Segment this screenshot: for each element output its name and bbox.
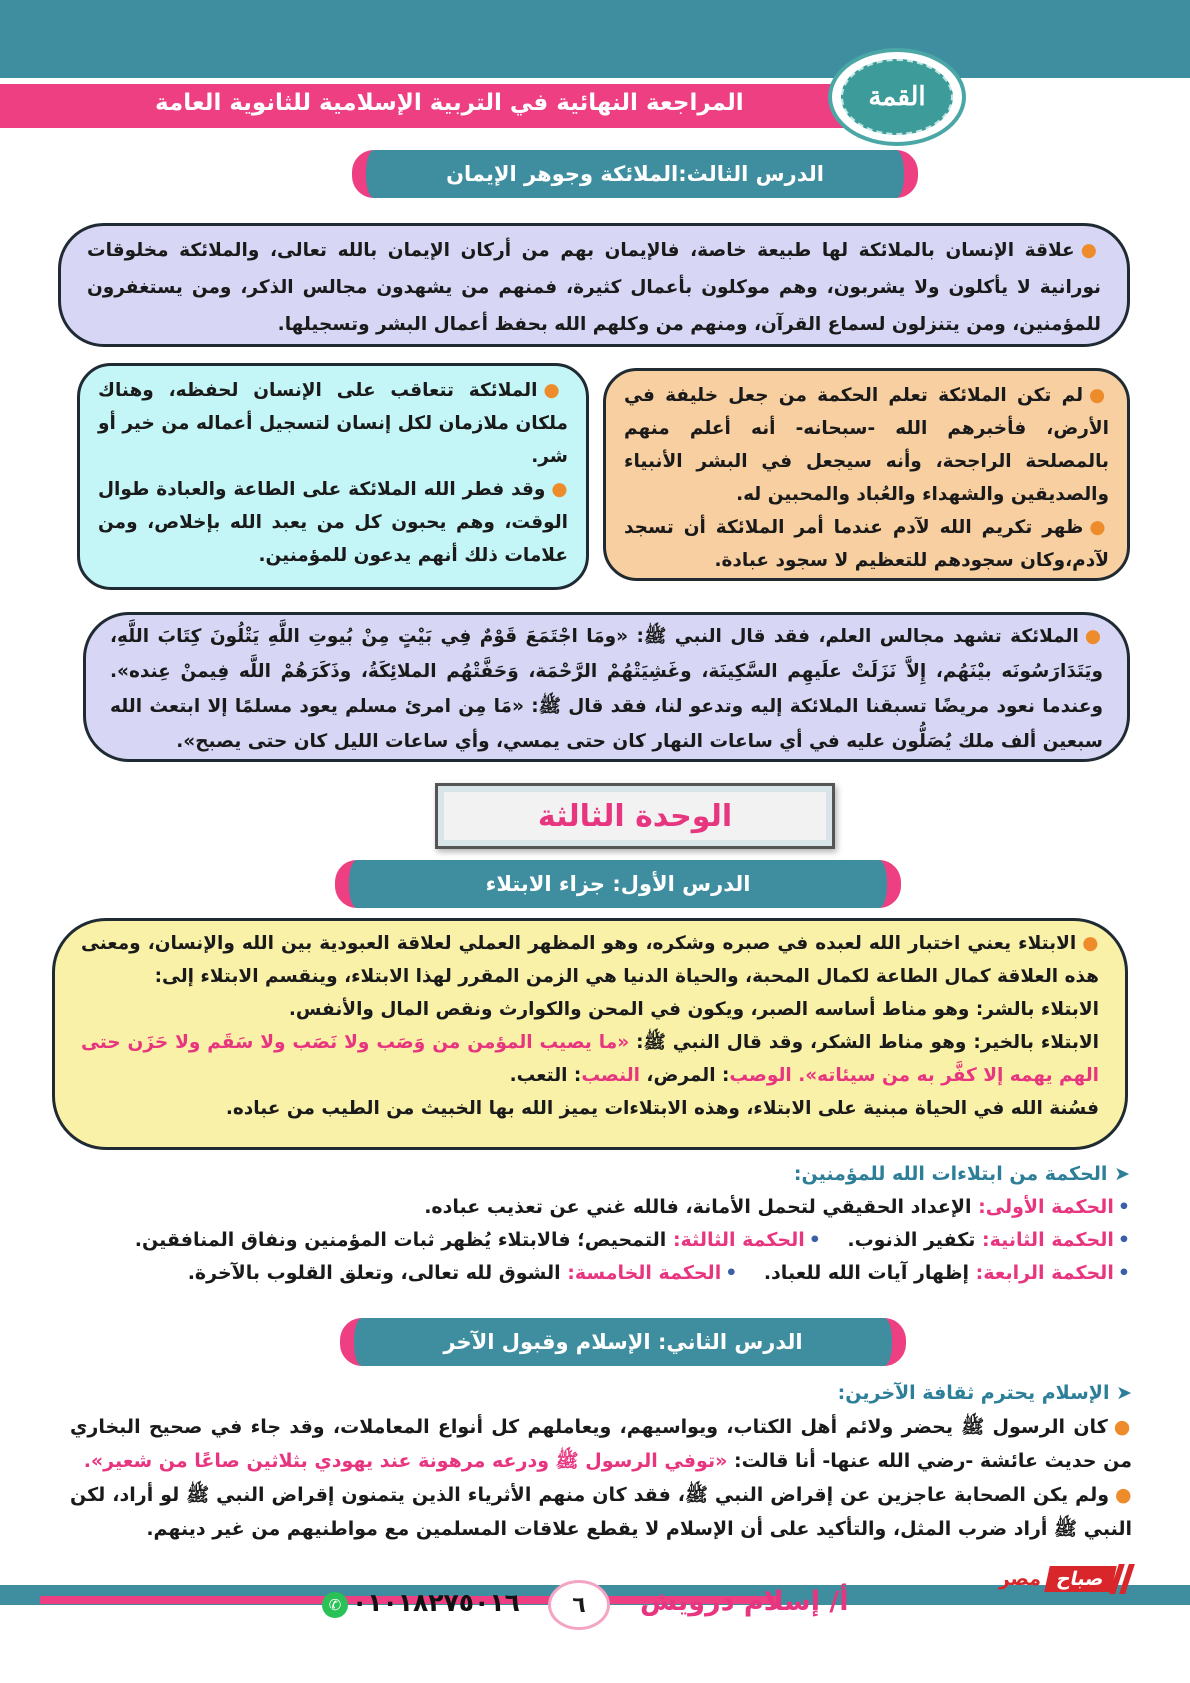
header-title: المراجعة النهائية في التربية الإسلامية للثانوية العامة [155,90,744,116]
trial-good-lead: الابتلاء بالخير: وهو مناط الشكر، وقد قال النبي ﷺ: [629,1032,1100,1053]
bullet-icon: ● [1084,626,1103,647]
unit-3-title: الوحدة الثالثة [435,783,835,849]
companions-text: ولم يكن الصحابة عاجزين عن إقراض النبي ﷺ، فقد كان منهم الأثرياء الذين يتمنون إقراض النبي ﷺ لو أراد، لكن النبي ﷺ أراد ضرب المثل، والتأكيد على أن الإسلام لا يقطع علاقات المسلمين مع مواطنيهم من غير دينهم. [70,1484,1132,1540]
angels-intro-card [58,223,1130,347]
wisdom-3-label: الحكمة الثالثة: [672,1229,805,1251]
angels-intro-text: علاقة الإنسان بالملائكة لها طبيعة خاصة، فالإيمان بهم من أركان الإيمان بالله تعالى، والملائكة مخلوقات نورانية لا يأكلون ولا يشربون، وهم موكلون بأعمال كثيرة، فمنهم من يشهدون مجالس الذكر، ومن يستغفرون للمؤمنين، ومن يتنزلون لسماع القرآن، ومنهم من وكلهم الله بحفظ أعمال البشر وتسجيلها. [87,240,1101,335]
trial-good-hadith: «ما يصيب المؤمن من وَصَب ولا نَصَب ولا سَقَم ولا حَزَن حتى الهم يهمه إلا كفَّر به من سيئاته». [81,1032,1099,1086]
wisdom-3-text: التمحيص؛ فالابتلاء يُظهر ثبات المؤمنين ونفاق المنافقين. [134,1229,673,1251]
bullet-icon: • [1117,1229,1130,1251]
lesson-3-title: الدرس الثالث:الملائكة وجوهر الإيمان [352,150,918,198]
wisdom-4-label: الحكمة الرابعة: [975,1262,1114,1284]
knowledge-gatherings-text: الملائكة تشهد مجالس العلم، فقد قال النبي ﷺ: «ومَا اجْتَمَعَ قَوْمٌ فِي بَيْتٍ مِنْ بُيوتِ اللَّهِ يَتْلُونَ كِتَابَ اللَّهِ، ويَتَدَارَسُونَه بيْنَهُم، إِلاَّ نَزَلَتْ علَيهِم السَّكِينَة، وغَشِيَتْهُمْ الرَّحْمَة، وَحَفَّتْهُم الملائِكَةُ، وذَكَرَهُمْ اللَّه فِيمنْ عِنده». وعندما نعود مريضًا تسبقنا الملائكة إليه وتدعو لنا، فقد قال ﷺ: «مَا مِن امرئ مسلم يعود مسلمًا إلا ابتعث الله سبعين ألف ملك يُصَلُّون عليه في أي ساعات النهار كان حتى يمسي، وأي ساعات الليل كان حتى يصبح». [110,626,1103,752]
arrow-icon: ➤ [1107,1163,1130,1185]
trial-sunnah: فسُنة الله في الحياة مبنية على الابتلاء، وهذه الابتلاءات يميز الله بها الخبيث من الطيب من عباده. [225,1098,1099,1119]
wisdom-2-label: الحكمة الثانية: [982,1229,1114,1251]
acceptance-heading: الإسلام يحترم ثقافة الآخرين: [837,1382,1110,1404]
wisdom-2-text: تكفير الذنوب. [847,1229,983,1251]
obedience-text: وقد فطر الله الملائكة على الطاعة والعبادة طوال الوقت، وهم يحبون كل من يعبد الله بإخلاص، ومن علامات ذلك أنهم يدعون للمؤمنين. [98,479,568,566]
bullet-icon: ● [1089,385,1109,406]
bullet-icon: ● [551,479,568,500]
gloss-nasab-def: : التعب. [509,1065,582,1086]
wisdom-section [60,1158,1130,1290]
bullet-icon: ● [1080,240,1101,261]
brand-logo [948,1562,1134,1596]
wisdom-1-label: الحكمة الأولى: [978,1196,1114,1218]
page-number: ٦ [548,1580,610,1630]
gloss-wasab-def: : المرض، [639,1065,730,1086]
armor-hadith: «توفي الرسول ﷺ ودرعه مرهونة عند يهودي بثلاثين صاعًا من شعير». [83,1450,728,1472]
trial-definition: الابتلاء يعني اختبار الله لعبده في صبره وشكره، وهو المظهر العملي لعلاقة العبودية بين الله والإنسان، ومعنى هذه العلاقة كمال الطاعة لكمال المحبة، والحياة الدنيا هي الزمن المقرر لهذا الابتلاء، وينقسم الابتلاء إلى: [81,933,1099,987]
logo-text: القمة [841,59,953,135]
brand-sub: مصر [998,1568,1042,1590]
wisdom-heading: الحكمة من ابتلاءات الله للمؤمنين: [793,1163,1108,1185]
wisdom-5-text: الشوق لله تعالى، وتعلق القلوب بالآخرة. [187,1262,568,1284]
header-band [0,84,920,128]
bullet-icon: ● [1115,1484,1132,1506]
bullet-icon: ● [1113,1416,1132,1438]
bullet-icon: • [725,1262,738,1284]
wisdom-5-label: الحكمة الخامسة: [567,1262,722,1284]
bullet-icon: • [808,1229,821,1251]
top-banner [0,0,1190,78]
lesson-1-title: الدرس الأول: جزاء الابتلاء [335,860,901,908]
prophet-dealings-text: كان الرسول ﷺ يحضر ولائم أهل الكتاب، ويواسيهم، ويعاملهم كل أنواع المعاملات، وقد جاء في صحيح البخاري من حديث عائشة -رضي الله عنها- أنا قالت: [70,1416,1132,1472]
arrow-icon: ➤ [1109,1382,1132,1404]
angels-wisdom-card [603,368,1130,581]
brand-main: صباح [1044,1566,1116,1592]
logo [828,48,966,146]
knowledge-gatherings-card [83,612,1130,762]
angels-guardians-card [77,363,589,590]
wisdom-1-text: الإعداد الحقيقي لتحمل الأمانة، فالله غني عن تعذيب عباده. [424,1196,979,1218]
caliph-text: لم تكن الملائكة تعلم الحكمة من جعل خليفة في الأرض، فأخبرهم الله -سبحانه- أنه أعلم منهم بالمصلحة الراجحة، وأنه سيجعل في البشر الأنبياء والصديقين والشهداء والعُباد والمحبين له. [624,385,1109,505]
bullet-icon: • [1117,1262,1130,1284]
gloss-nasab: النصب [581,1065,640,1086]
acceptance-section [70,1376,1132,1546]
lesson-2-title: الدرس الثاني: الإسلام وقبول الآخر [340,1318,906,1366]
author-name: أ/ إسلام درويش [640,1586,849,1617]
guardians-text: الملائكة تتعاقب على الإنسان لحفظه، وهناك ملكان ملازمان لكل إنسان لتسجيل أعماله من خير أو شر. [98,380,568,467]
bullet-icon: ● [543,380,568,401]
bullet-icon: • [1117,1196,1130,1218]
whatsapp-icon: ✆ [322,1592,348,1618]
trial-card [52,918,1128,1150]
bullet-icon: ● [1082,933,1099,954]
adam-honor-text: ظهر تكريم الله لآدم عندما أمر الملائكة أن تسجد لآدم،وكان سجودهم للتعظيم لا سجود عبادة. [624,517,1109,571]
gloss-wasab: الوصب [729,1065,792,1086]
bullet-icon: ● [1089,517,1109,538]
phone-number: ٠١٠١٨٢٧٥٠١٦ [352,1588,520,1617]
trial-evil: الابتلاء بالشر: وهو مناط أساسه الصبر، ويكون في المحن والكوارث ونقص المال والأنفس. [288,999,1099,1020]
wisdom-4-text: إظهار آيات الله للعباد. [763,1262,976,1284]
